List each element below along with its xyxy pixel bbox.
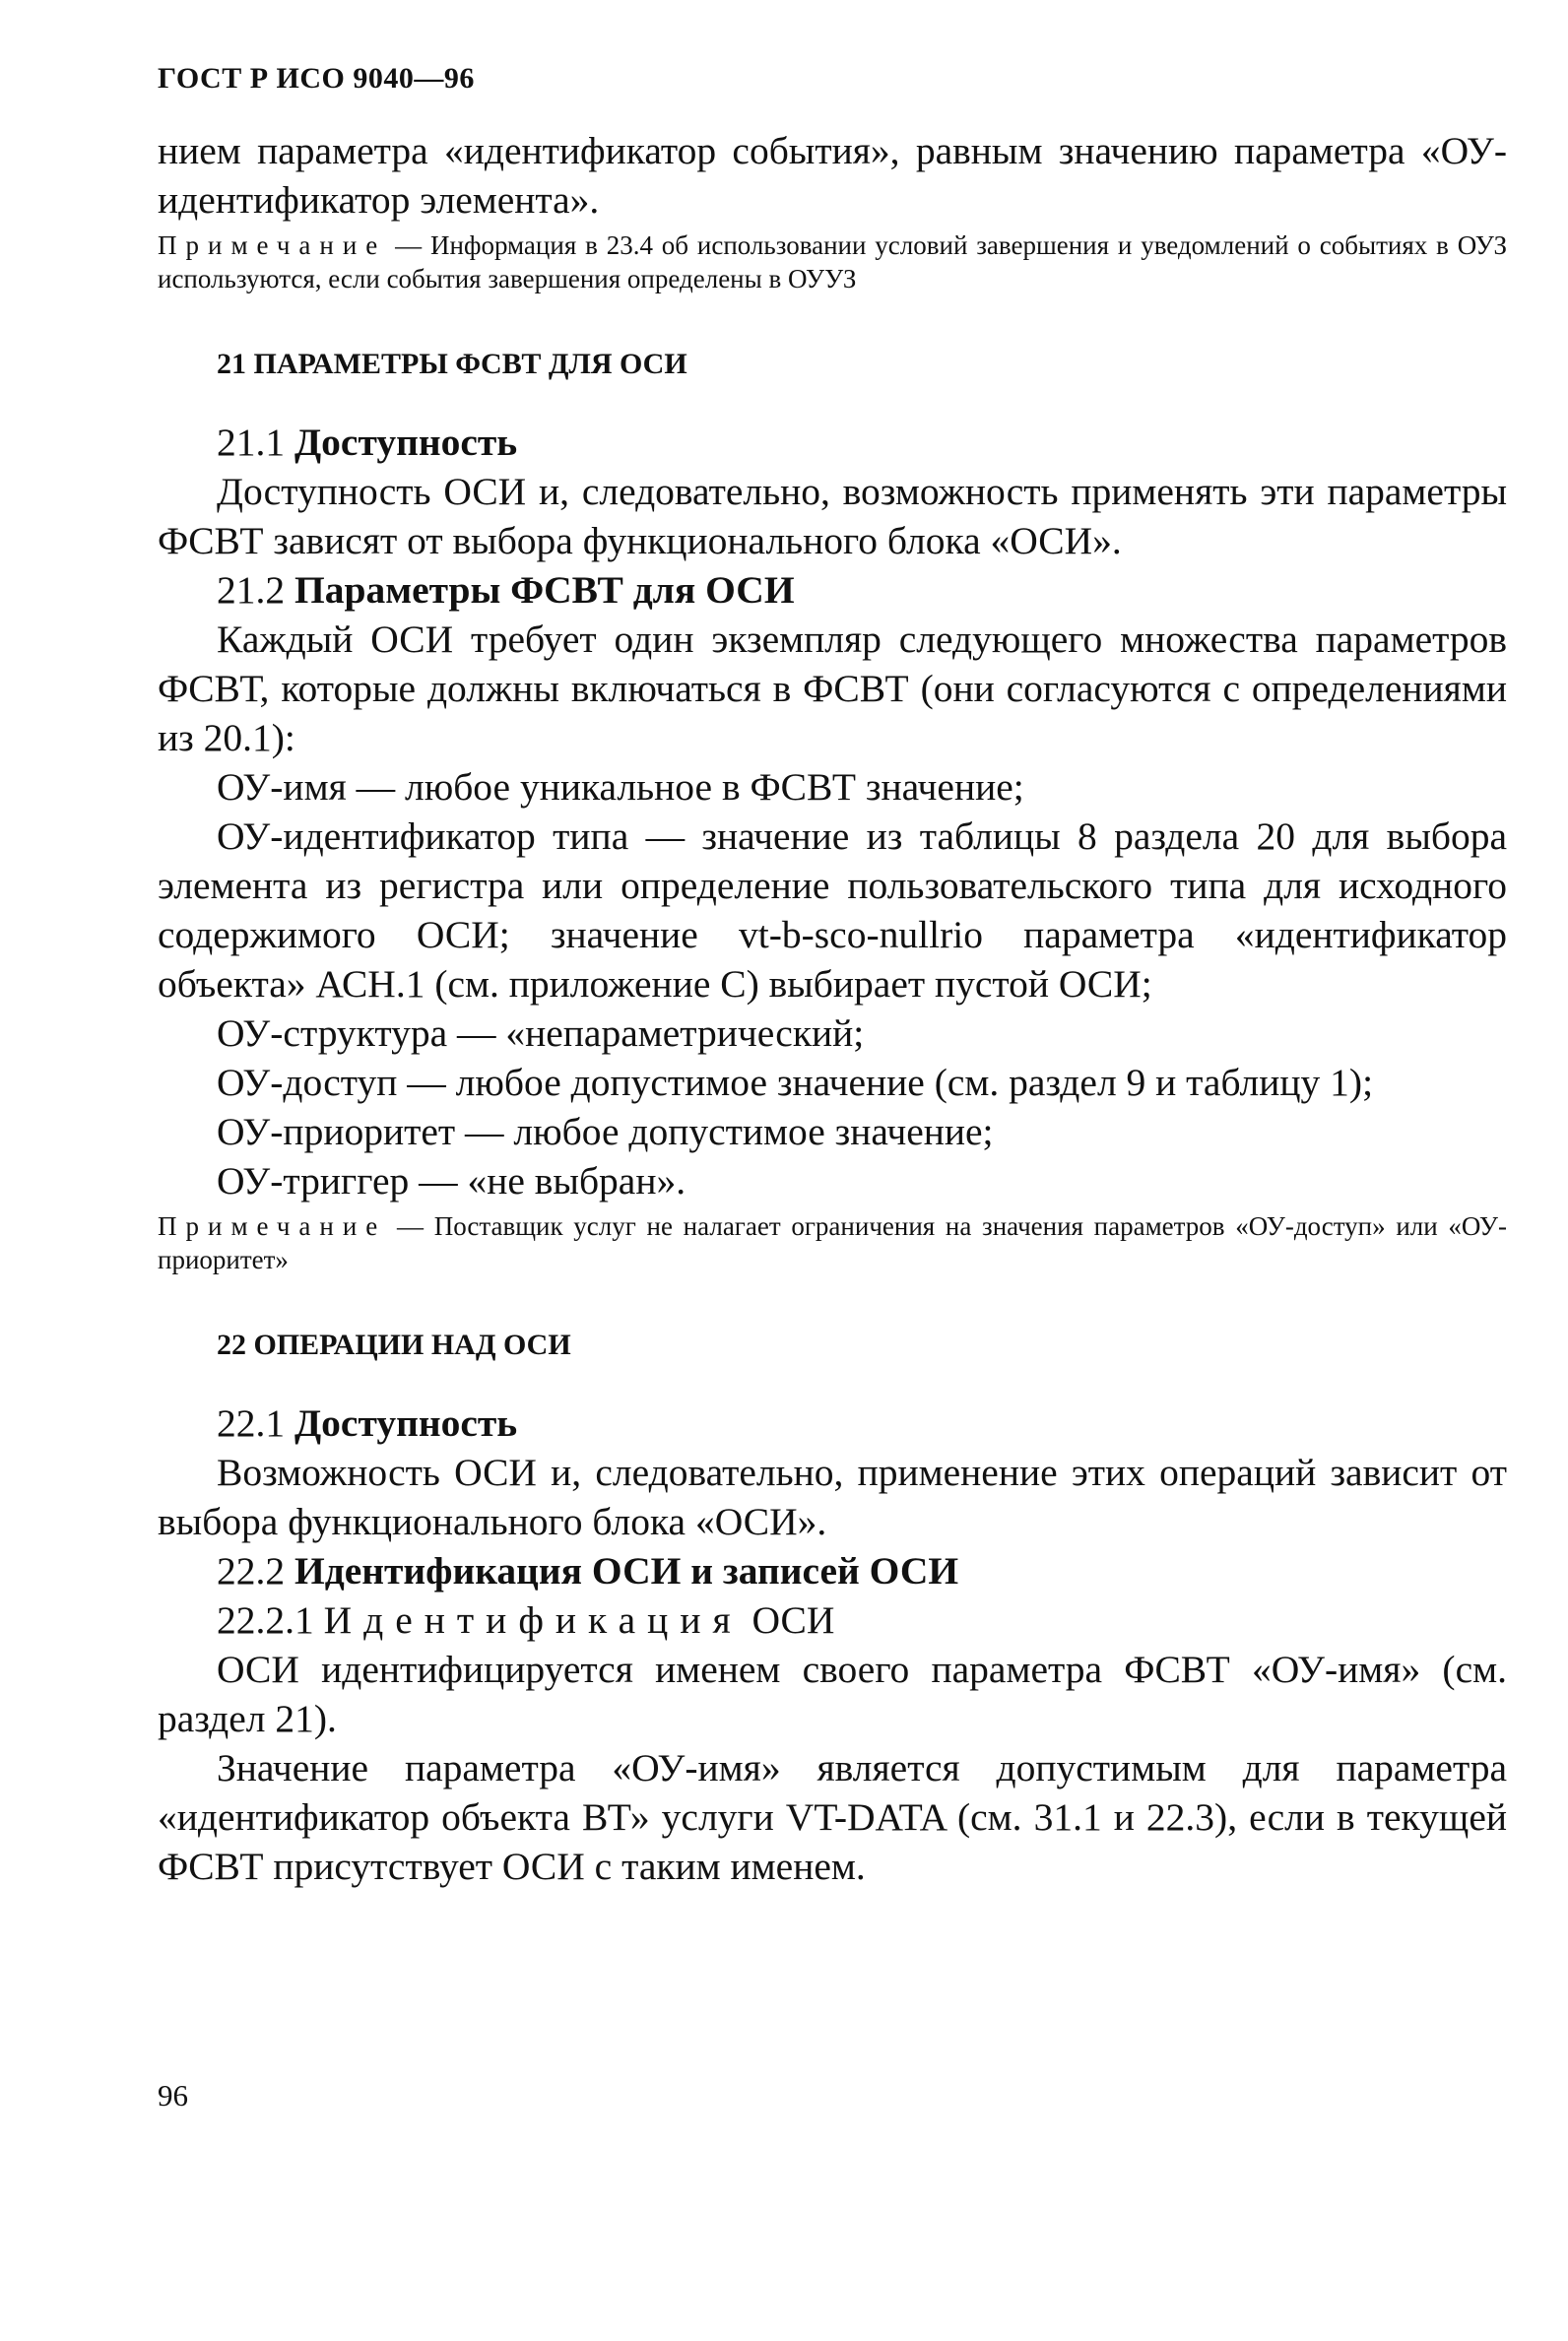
paragraph: ОУ-приоритет — любое допустимое значение; xyxy=(217,1110,994,1153)
subsection-number: 22.2 xyxy=(217,1549,294,1593)
subsection-title: Параметры ФСВТ для ОСИ xyxy=(294,568,795,612)
note-text: — Информация в 23.4 об использовании условий завершения и уведомлений о событиях в ОУЗ используются, если события завершения определены в ОУУЗ xyxy=(158,230,1507,293)
document-page xyxy=(158,61,1507,1891)
paragraph: ОУ-доступ — любое допустимое значение (см. раздел 9 и таблицу 1); xyxy=(217,1061,1374,1104)
section-heading: 21 ПАРАМЕТРЫ ФСВТ ДЛЯ ОСИ xyxy=(217,348,687,380)
paragraph: Возможность ОСИ и, следовательно, применение этих операций зависит от выбора функционального блока «ОСИ». xyxy=(158,1451,1507,1543)
paragraph: нием параметра «идентификатор события», равным значению параметра «ОУ-идентификатор элемента». xyxy=(158,129,1507,222)
paragraph: Значение параметра «ОУ-имя» является допустимым для параметра «идентификатор объекта ВТ» услуги VT-DATA (см. 31.1 и 22.3), если в текущей ФСВТ присутствует ОСИ с таким именем. xyxy=(158,1746,1507,1888)
section-heading: 22 ОПЕРАЦИИ НАД ОСИ xyxy=(217,1329,571,1361)
note-label: Примечание xyxy=(158,1211,387,1241)
subsection-heading xyxy=(217,565,1507,615)
subsubsection-heading xyxy=(217,1595,1507,1645)
subsubsection-number: 22.2.1 xyxy=(217,1598,324,1642)
paragraph: Доступность ОСИ и, следовательно, возможность применять эти параметры ФСВТ зависят от выбора функционального блока «ОСИ». xyxy=(158,470,1507,562)
subsection-number: 21.2 xyxy=(217,568,294,612)
paragraph: ОУ-идентификатор типа — значение из таблицы 8 раздела 20 для выбора элемента из регистра или определение пользовательского типа для исходного содержимого ОСИ; значение vt-b-sco-nullrio параметра «идентификатор объекта» АСН.1 (см. приложение С) выбирает пустой ОСИ; xyxy=(158,814,1507,1006)
running-header: ГОСТ Р ИСО 9040—96 xyxy=(158,62,475,95)
paragraph: ОУ-имя — любое уникальное в ФСВТ значение; xyxy=(217,765,1024,809)
subsection-heading xyxy=(217,418,1507,467)
subsection-number: 22.1 xyxy=(217,1401,294,1445)
subsection-title: Доступность xyxy=(294,1401,518,1445)
paragraph: ОСИ идентифицируется именем своего параметра ФСВТ «ОУ-имя» (см. раздел 21). xyxy=(158,1648,1507,1740)
note-label: Примечание xyxy=(158,230,387,260)
paragraph: Каждый ОСИ требует один экземпляр следующего множества параметров ФСВТ, которые должны включаться в ФСВТ (они согласуются с определениями из 20.1): xyxy=(158,618,1507,759)
page-number: 96 xyxy=(158,2078,188,2113)
subsection-title: Идентификация ОСИ и записей ОСИ xyxy=(294,1549,959,1593)
subsubsection-tail: ОСИ xyxy=(742,1598,835,1642)
paragraph: ОУ-триггер — «не выбран». xyxy=(217,1159,686,1203)
note-text: — Поставщик услуг не налагает ограничения на значения параметров «ОУ-доступ» или «ОУ-приоритет» xyxy=(158,1211,1507,1274)
subsection-heading xyxy=(217,1546,1507,1595)
subsection-number: 21.1 xyxy=(217,421,294,464)
subsubsection-title: Идентификация xyxy=(323,1598,743,1642)
document-body xyxy=(158,126,1507,1891)
subsection-title: Доступность xyxy=(294,421,518,464)
note xyxy=(158,228,1507,295)
paragraph: ОУ-структура — «непараметрический; xyxy=(217,1011,865,1055)
subsection-heading xyxy=(217,1398,1507,1448)
note xyxy=(158,1209,1507,1276)
